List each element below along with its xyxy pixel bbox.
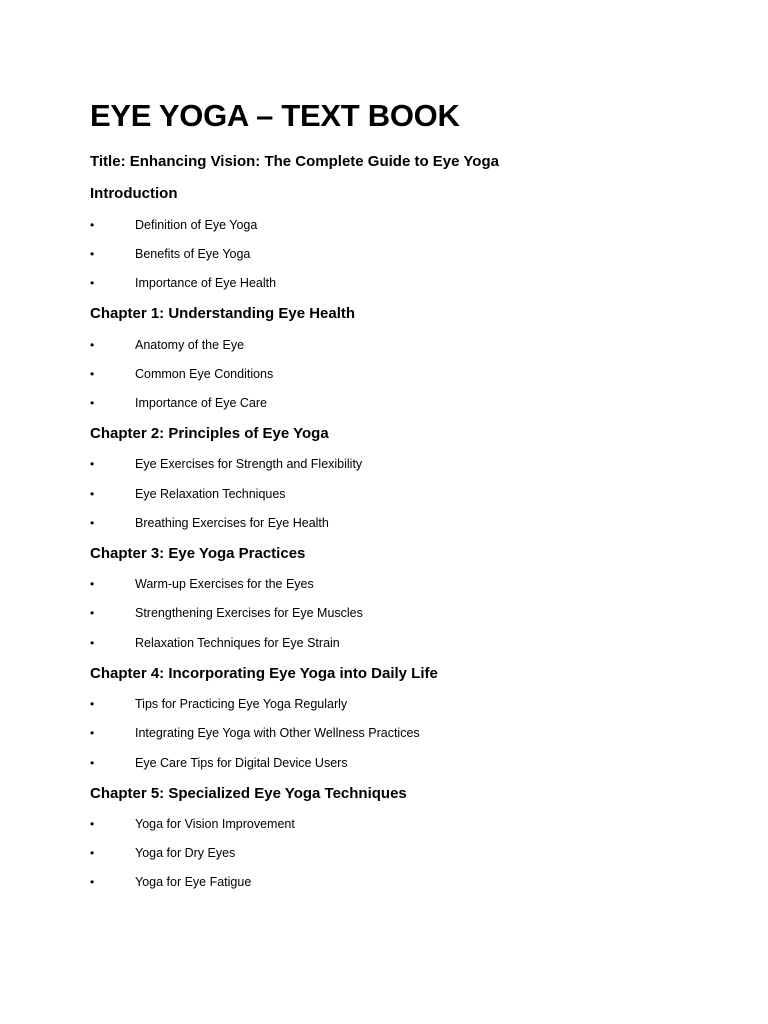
bullet-icon: • bbox=[90, 367, 95, 381]
list-item-text: Yoga for Dry Eyes bbox=[135, 846, 236, 860]
list-item-text: Anatomy of the Eye bbox=[135, 338, 245, 352]
bullet-icon: • bbox=[90, 756, 95, 770]
list-item bbox=[90, 513, 690, 533]
document-title: EYE YOGA – TEXT BOOK bbox=[90, 98, 460, 133]
list-item-text: Integrating Eye Yoga with Other Wellness Practices bbox=[135, 726, 420, 740]
bullet-icon: • bbox=[90, 577, 95, 591]
document-subtitle: Title: Enhancing Vision: The Complete Guide to Eye Yoga bbox=[90, 153, 499, 170]
bullet-icon: • bbox=[90, 396, 95, 410]
list-item-text: Eye Exercises for Strength and Flexibility bbox=[135, 457, 363, 471]
list-item-text: Benefits of Eye Yoga bbox=[135, 247, 251, 261]
bullet-icon: • bbox=[90, 697, 95, 711]
bullet-icon: • bbox=[90, 247, 95, 261]
bullet-icon: • bbox=[90, 338, 95, 352]
list-item bbox=[90, 723, 690, 743]
list-item-text: Importance of Eye Health bbox=[135, 276, 277, 290]
list-item-text: Definition of Eye Yoga bbox=[135, 218, 258, 232]
section-heading-chapter-1: Chapter 1: Understanding Eye Health bbox=[90, 305, 356, 322]
section-heading-introduction: Introduction bbox=[90, 185, 178, 202]
list-item bbox=[90, 244, 690, 264]
list-item-text: Breathing Exercises for Eye Health bbox=[135, 516, 329, 530]
list-item-text: Common Eye Conditions bbox=[135, 367, 274, 381]
list-item bbox=[90, 694, 690, 714]
list-item bbox=[90, 364, 690, 384]
section-heading-chapter-2: Chapter 2: Principles of Eye Yoga bbox=[90, 425, 329, 442]
bullet-icon: • bbox=[90, 218, 95, 232]
list-item-text: Warm-up Exercises for the Eyes bbox=[135, 577, 314, 591]
list-item bbox=[90, 574, 690, 594]
list-item bbox=[90, 215, 690, 235]
list-item-text: Tips for Practicing Eye Yoga Regularly bbox=[135, 697, 348, 711]
list-item-text: Yoga for Eye Fatigue bbox=[135, 875, 252, 889]
list-item-text: Eye Relaxation Techniques bbox=[135, 487, 286, 501]
list-item-text: Relaxation Techniques for Eye Strain bbox=[135, 636, 340, 650]
section-heading-chapter-5: Chapter 5: Specialized Eye Yoga Techniques bbox=[90, 785, 407, 802]
bullet-icon: • bbox=[90, 875, 95, 889]
section-heading-chapter-3: Chapter 3: Eye Yoga Practices bbox=[90, 545, 306, 562]
bullet-icon: • bbox=[90, 487, 95, 501]
list-item-text: Importance of Eye Care bbox=[135, 396, 268, 410]
list-item-text: Strengthening Exercises for Eye Muscles bbox=[135, 606, 363, 620]
bullet-icon: • bbox=[90, 457, 95, 471]
list-item bbox=[90, 393, 690, 413]
bullet-icon: • bbox=[90, 516, 95, 530]
bullet-icon: • bbox=[90, 846, 95, 860]
list-item bbox=[90, 273, 690, 293]
list-item bbox=[90, 633, 690, 653]
bullet-icon: • bbox=[90, 276, 95, 290]
bullet-icon: • bbox=[90, 817, 95, 831]
list-item bbox=[90, 753, 690, 773]
list-item bbox=[90, 454, 690, 474]
bullet-icon: • bbox=[90, 606, 95, 620]
list-item-text: Eye Care Tips for Digital Device Users bbox=[135, 756, 348, 770]
list-item bbox=[90, 872, 690, 892]
section-heading-chapter-4: Chapter 4: Incorporating Eye Yoga into Daily Life bbox=[90, 665, 438, 682]
list-item-text: Yoga for Vision Improvement bbox=[135, 817, 295, 831]
list-item bbox=[90, 484, 690, 504]
list-item bbox=[90, 843, 690, 863]
bullet-icon: • bbox=[90, 636, 95, 650]
list-item bbox=[90, 814, 690, 834]
bullet-icon: • bbox=[90, 726, 95, 740]
list-item bbox=[90, 603, 690, 623]
list-item bbox=[90, 335, 690, 355]
